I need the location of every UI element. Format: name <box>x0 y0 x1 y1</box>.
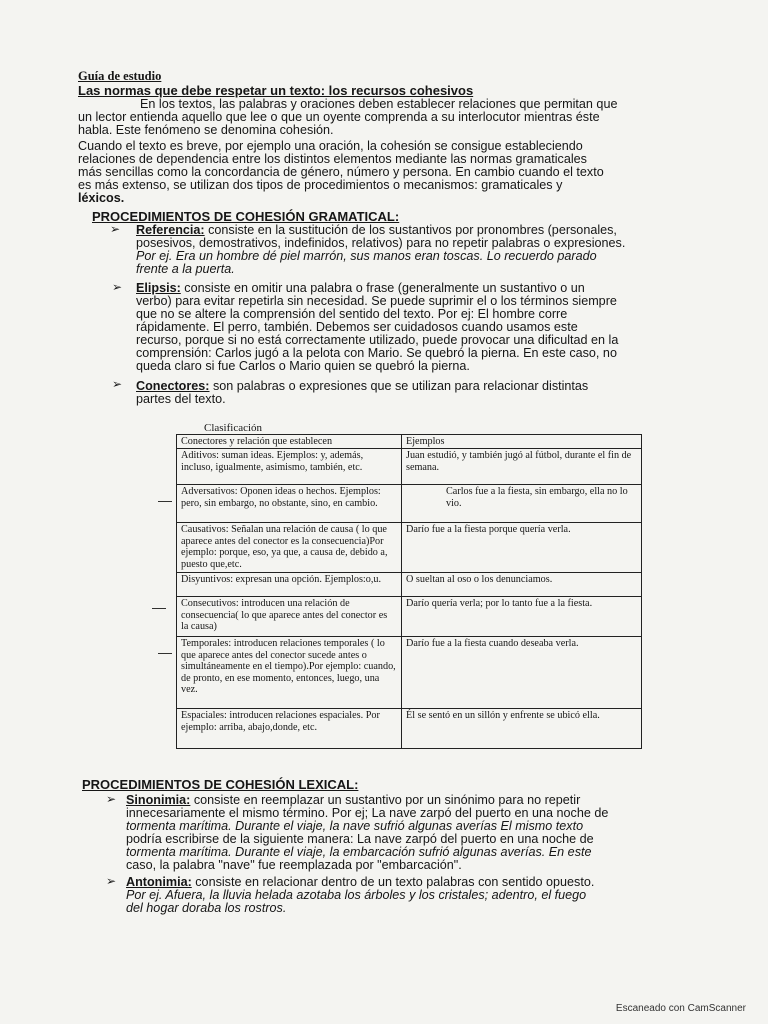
arrowhead-bullet-icon: ➢ <box>106 792 117 806</box>
sinonimia-line: tormenta marítima. Durante el viaje, la nave sufrió algunas averías El mismo texto <box>126 819 584 833</box>
referencia-line: frente a la puerta. <box>136 262 235 276</box>
table-header-cell: Ejemplos <box>402 435 642 449</box>
margin-mark: — <box>152 599 166 615</box>
table-row <box>177 523 642 573</box>
table-cell: Temporales: introducen relaciones temporales ( lo que aparece antes del conector sucede antes o simultáneamente en el tiempo).Por ejemplo: cuando, de pronto, en ese momento, entonces, luego, una vez. <box>177 637 402 709</box>
grammatical-heading: PROCEDIMIENTOS DE COHESIÓN GRAMATICAL: <box>92 209 400 224</box>
doc-title: Guía de estudio <box>78 69 162 83</box>
table-row <box>177 573 642 597</box>
arrowhead-bullet-icon: ➢ <box>112 377 123 391</box>
table-row <box>177 637 642 709</box>
table-cell: Espaciales: introducen relaciones espaciales. Por ejemplo: arriba, abajo,donde, etc. <box>177 709 402 749</box>
table-cell: Darío fue a la fiesta porque quería verla. <box>402 523 642 573</box>
elipsis-line: verbo) para evitar repetirla sin necesidad. Se puede suprimir el o los términos siempre <box>136 294 617 308</box>
elipsis-line: comprensión: Carlos jugó a la pelota con Mario. Se quebró la pierna. En este caso, no <box>136 346 617 360</box>
doc-subtitle: Las normas que debe respetar un texto: los recursos cohesivos <box>78 83 474 98</box>
table-cell: Carlos fue a la fiesta, sin embargo, ella no lo vio. <box>402 485 642 523</box>
intro-line: En los textos, las palabras y oraciones deben establecer relaciones que permitan que <box>140 97 618 111</box>
intro-line: léxicos. <box>78 191 125 205</box>
table-header-row <box>177 435 642 449</box>
intro-line: es más extenso, se utilizan dos tipos de procedimientos o mecanismos: gramaticales y <box>78 178 563 192</box>
table-cell: Aditivos: suman ideas. Ejemplos: y, además, incluso, igualmente, asimismo, también, etc. <box>177 449 402 485</box>
table-cell: Darío quería verla; por lo tanto fue a la fiesta. <box>402 597 642 637</box>
conectores-term: Conectores: <box>136 379 210 393</box>
sinonimia-line: podría escribirse de la siguiente manera: La nave zarpó del puerto en una noche de <box>126 832 594 846</box>
table-cell: O sueltan al oso o los denunciamos. <box>402 573 642 597</box>
table-cell: Disyuntivos: expresan una opción. Ejemplos:o,u. <box>177 573 402 597</box>
elipsis-line: rápidamente. El perro, también. Debemos ser cuidadosos cuando usamos este <box>136 320 578 334</box>
table-cell: Consecutivos: introducen una relación de consecuencia( lo que aparece antes del conector es la causa) <box>177 597 402 637</box>
table-cell: Causativos: Señalan una relación de causa ( lo que aparece antes del conector es la consecuencia)Por ejemplo: porque, eso, ya que, a causa de, debido a, puesto que,etc. <box>177 523 402 573</box>
antonimia-line: consiste en relacionar dentro de un texto palabras con sentido opuesto. <box>191 875 595 889</box>
elipsis-term: Elipsis: <box>136 281 181 295</box>
antonimia-term: Antonimia: <box>126 875 192 889</box>
arrowhead-bullet-icon: ➢ <box>112 280 123 294</box>
table-cell: Él se sentó en un sillón y enfrente se ubicó ella. <box>402 709 642 749</box>
margin-mark: — <box>158 644 172 660</box>
conectores-line: son palabras o expresiones que se utilizan para relacionar distintas <box>209 379 589 393</box>
table-row <box>177 449 642 485</box>
connectors-table <box>176 434 642 749</box>
arrowhead-bullet-icon: ➢ <box>110 222 121 236</box>
table-caption: Clasificación <box>204 422 263 434</box>
referencia-line: consiste en la sustitución de los sustantivos por pronombres (personales, <box>204 223 617 237</box>
intro-line: Cuando el texto es breve, por ejemplo una oración, la cohesión se consigue estableciendo <box>78 139 583 153</box>
table-cell: Juan estudió, y también jugó al fútbol, durante el fin de semana. <box>402 449 642 485</box>
sinonimia-line: tormenta marítima. Durante el viaje, la embarcación sufrió algunas averías. En este <box>126 845 592 859</box>
elipsis-line: queda claro si fue Carlos o Mario quien se quebró la pierna. <box>136 359 470 373</box>
elipsis-line: consiste en omitir una palabra o frase (generalmente un sustantivo o un <box>180 281 585 295</box>
intro-line: un lector entienda aquello que lee o que un oyente comprenda a su interlocutor mientras éste <box>78 110 600 124</box>
table-header-cell: Conectores y relación que establecen <box>177 435 402 449</box>
elipsis-line: que no se altere la comprensión del sentido del texto. Por ej: El hombre corre <box>136 307 568 321</box>
antonimia-line: del hogar doraba los rostros. <box>126 901 287 915</box>
lexical-heading: PROCEDIMIENTOS DE COHESIÓN LEXICAL: <box>82 777 359 792</box>
referencia-line: Por ej. Era un hombre dé piel marrón, sus manos eran toscas. Lo recuerdo parado <box>136 249 597 263</box>
antonimia-line: Por ej. Afuera, la lluvia helada azotaba los árboles y los cristales; adentro, el fuego <box>126 888 587 902</box>
sinonimia-line: consiste en reemplazar un sustantivo por un sinónimo para no repetir <box>190 793 581 807</box>
referencia-term: Referencia: <box>136 223 205 237</box>
table-row <box>177 597 642 637</box>
conectores-line: partes del texto. <box>136 392 226 406</box>
sinonimia-line: innecesariamente el mismo término. Por ej; La nave zarpó del puerto en una noche de <box>126 806 609 820</box>
sinonimia-term: Sinonimia: <box>126 793 191 807</box>
elipsis-line: recurso, porque si no está correctamente utilizado, puede provocar una dificultad en la <box>136 333 619 347</box>
sinonimia-line: caso, la palabra "nave" fue reemplazada por "embarcación". <box>126 858 462 872</box>
margin-mark: — <box>158 492 172 508</box>
referencia-line: posesivos, demostrativos, indefinidos, relativos) para no repetir palabras o expresiones. <box>136 236 626 250</box>
scanner-watermark: Escaneado con CamScanner <box>615 1003 746 1014</box>
table-row <box>177 709 642 749</box>
table-cell: Darío fue a la fiesta cuando deseaba verla. <box>402 637 642 709</box>
arrowhead-bullet-icon: ➢ <box>106 874 117 888</box>
intro-line: relaciones de dependencia entre los distintos elementos mediante las normas gramaticales <box>78 152 587 166</box>
table-row <box>177 485 642 523</box>
intro-line: habla. Este fenómeno se denomina cohesión. <box>78 123 334 137</box>
intro-line: más sencillas como la concordancia de género, número y persona. En cambio cuando el texto <box>78 165 604 179</box>
table-cell: Adversativos: Oponen ideas o hechos. Ejemplos: pero, sin embargo, no obstante, sino, en cambio. <box>177 485 402 523</box>
